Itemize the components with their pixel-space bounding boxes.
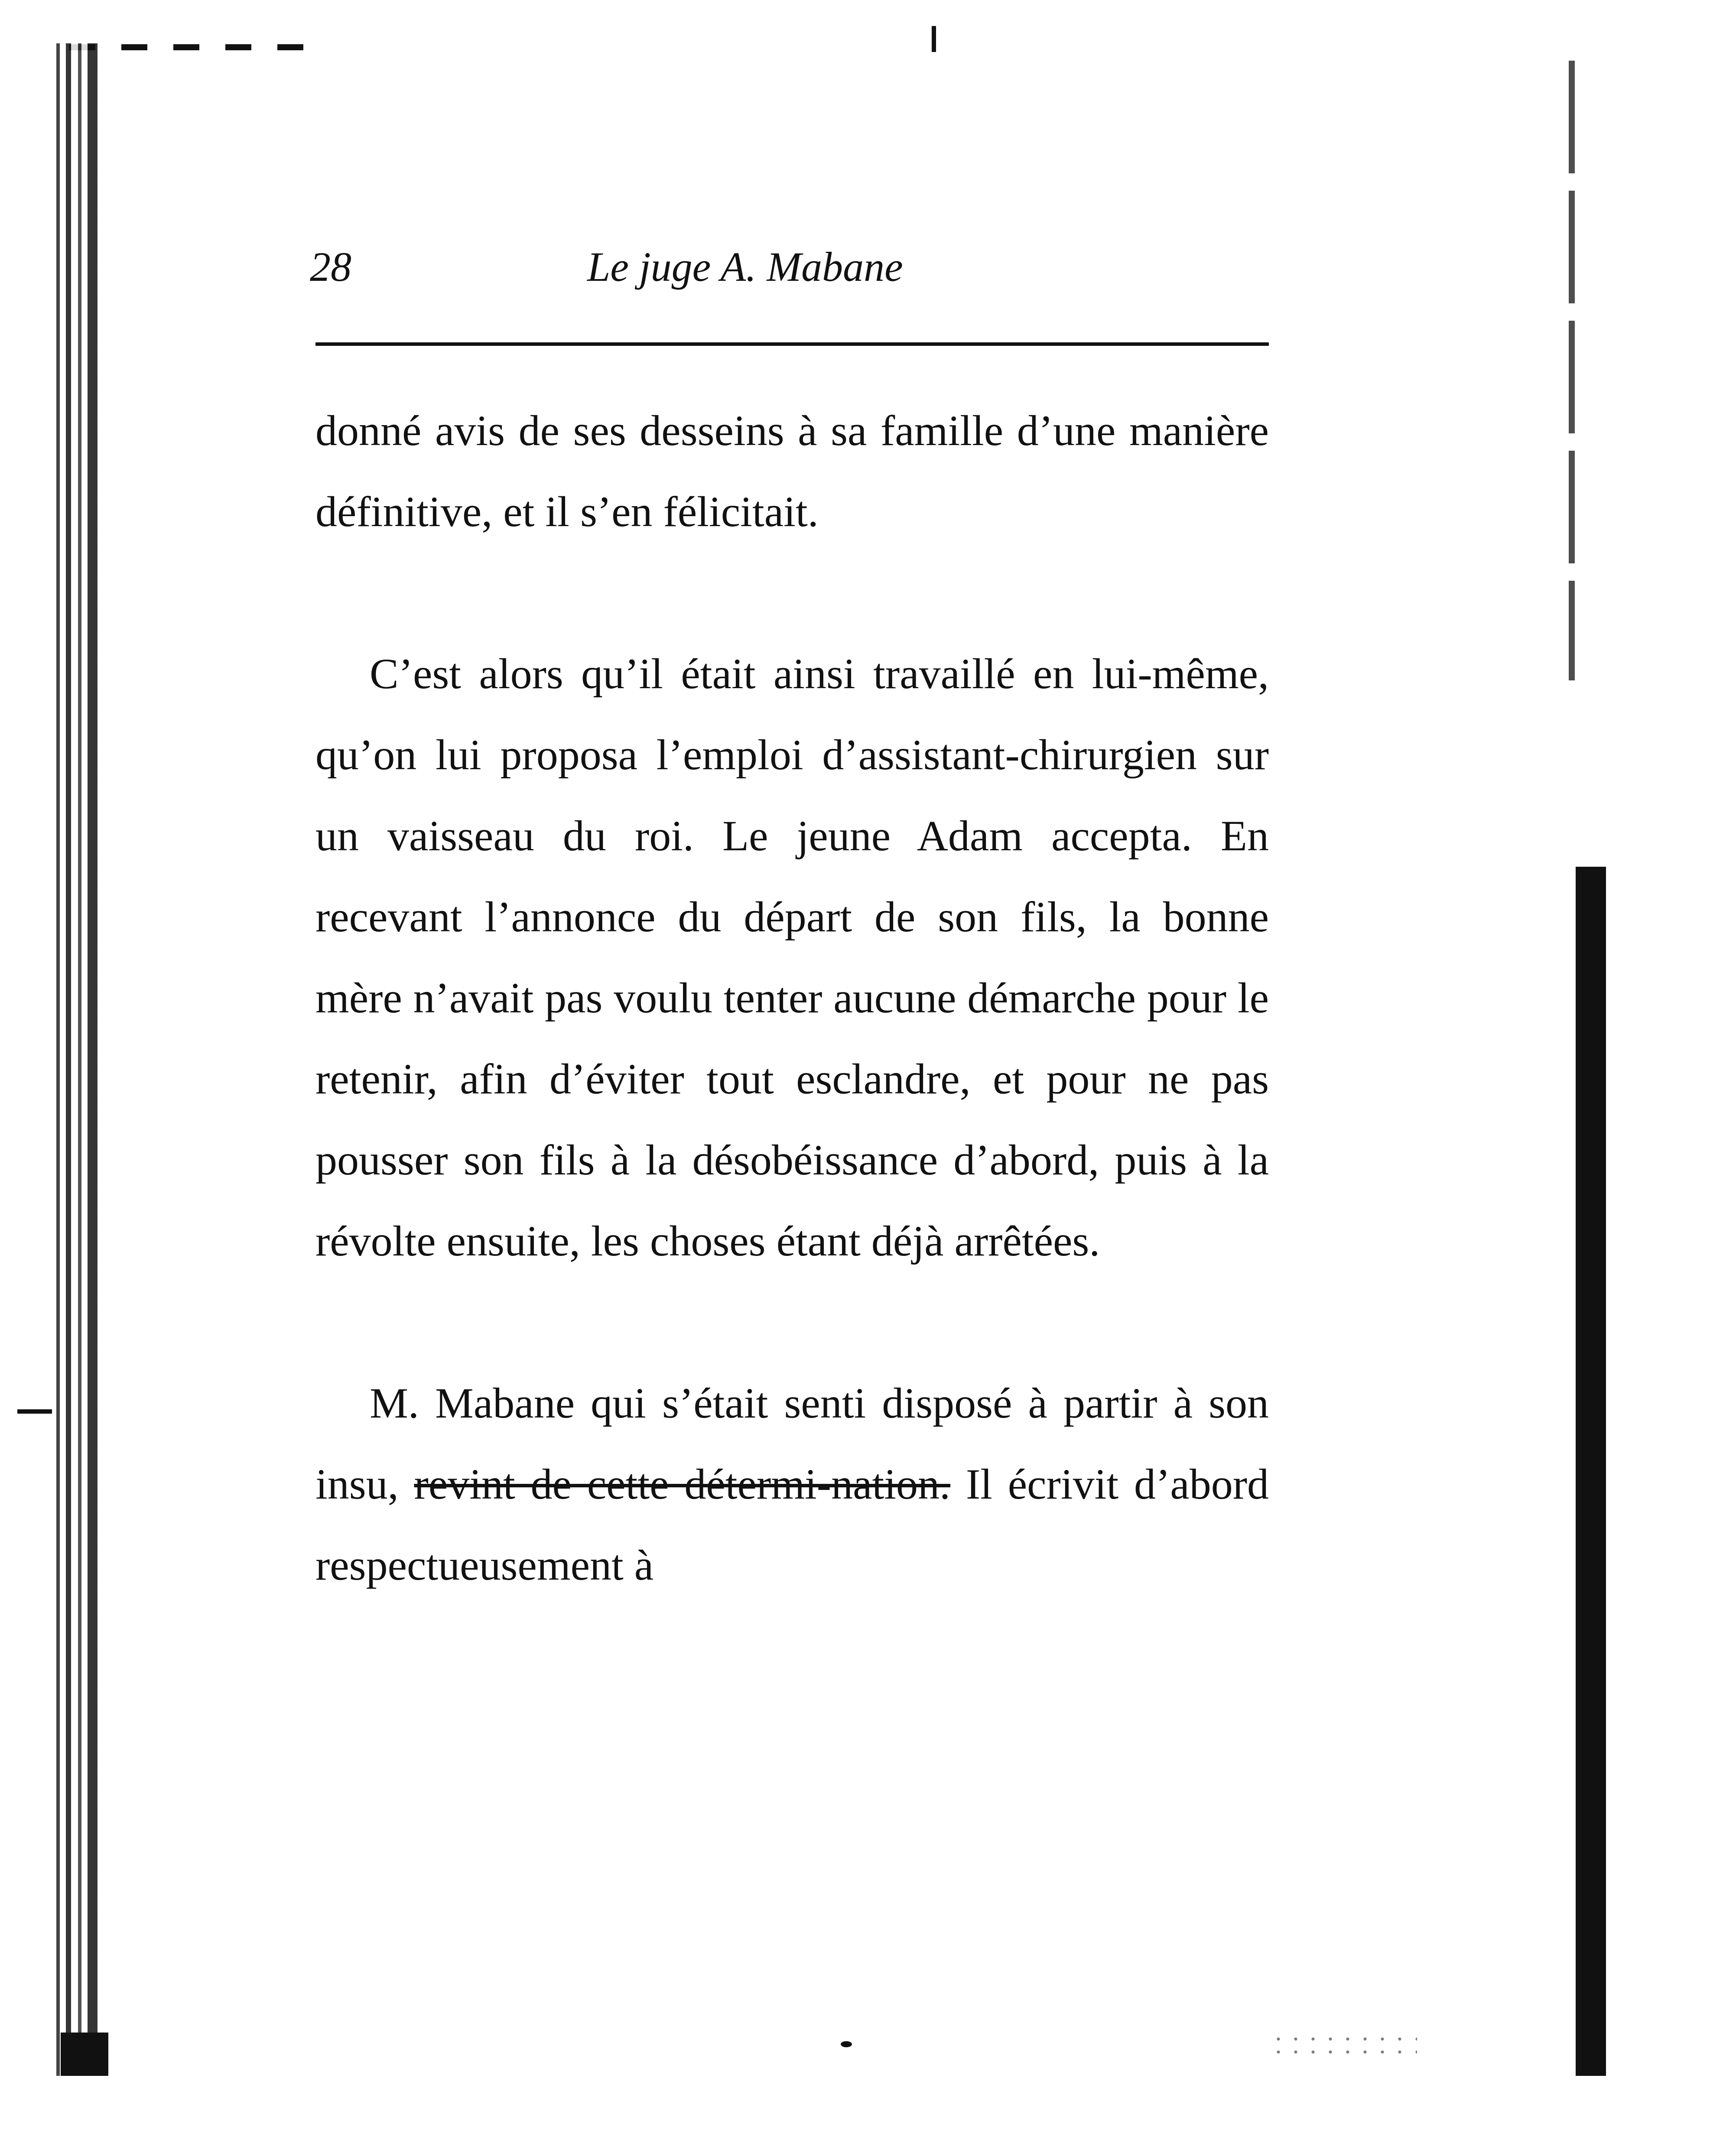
paragraph-3 <box>315 1363 1269 1606</box>
page-header <box>310 243 1281 290</box>
paragraph-1: donné avis de ses desseins à sa famille d’une manière définitive, et il s’en félicitait. <box>315 407 1269 536</box>
running-head: Le juge A. Mabane <box>587 244 903 290</box>
scan-top-edge-marks <box>69 44 303 50</box>
scan-binding-edge-left <box>56 43 98 2076</box>
scan-edge-tick <box>17 1409 52 1414</box>
paragraph-2: C’est alors qu’il était ainsi travaillé en lui-même, qu’on lui proposa l’emploi d’assistant-chirurgien sur un vaisseau du roi. Le jeune Adam accepta. En recevant l’annonce du départ de son fils, la bonne mère n’avait pas voulu tenter aucune démarche pour le retenir, afin d’éviter tout esclandre, et pour ne pas pousser son fils à la désobéissance d’abord, puis à la révolte ensuite, les choses étant déjà arrêtées. <box>315 650 1269 1265</box>
paragraph-3-end: Il écrivit d’abord respectueusement à <box>315 1460 1269 1589</box>
page-number: 28 <box>310 244 351 290</box>
struck-through-text: revint de cette détermi-nation. <box>414 1460 951 1508</box>
scan-bottom-corner <box>61 2033 108 2076</box>
body-text <box>315 390 1269 1606</box>
paragraph-3-start: M. Mabane qui s’était senti disposé à partir à son insu, <box>315 1379 1269 1508</box>
scan-bottom-dot <box>841 2041 852 2047</box>
scan-page-edge-right-upper <box>1569 61 1575 680</box>
scan-top-mark <box>932 26 936 52</box>
scan-page-edge-right-lower <box>1567 867 1606 2076</box>
scan-bottom-specks <box>1270 2033 1417 2059</box>
header-rule <box>315 342 1269 346</box>
